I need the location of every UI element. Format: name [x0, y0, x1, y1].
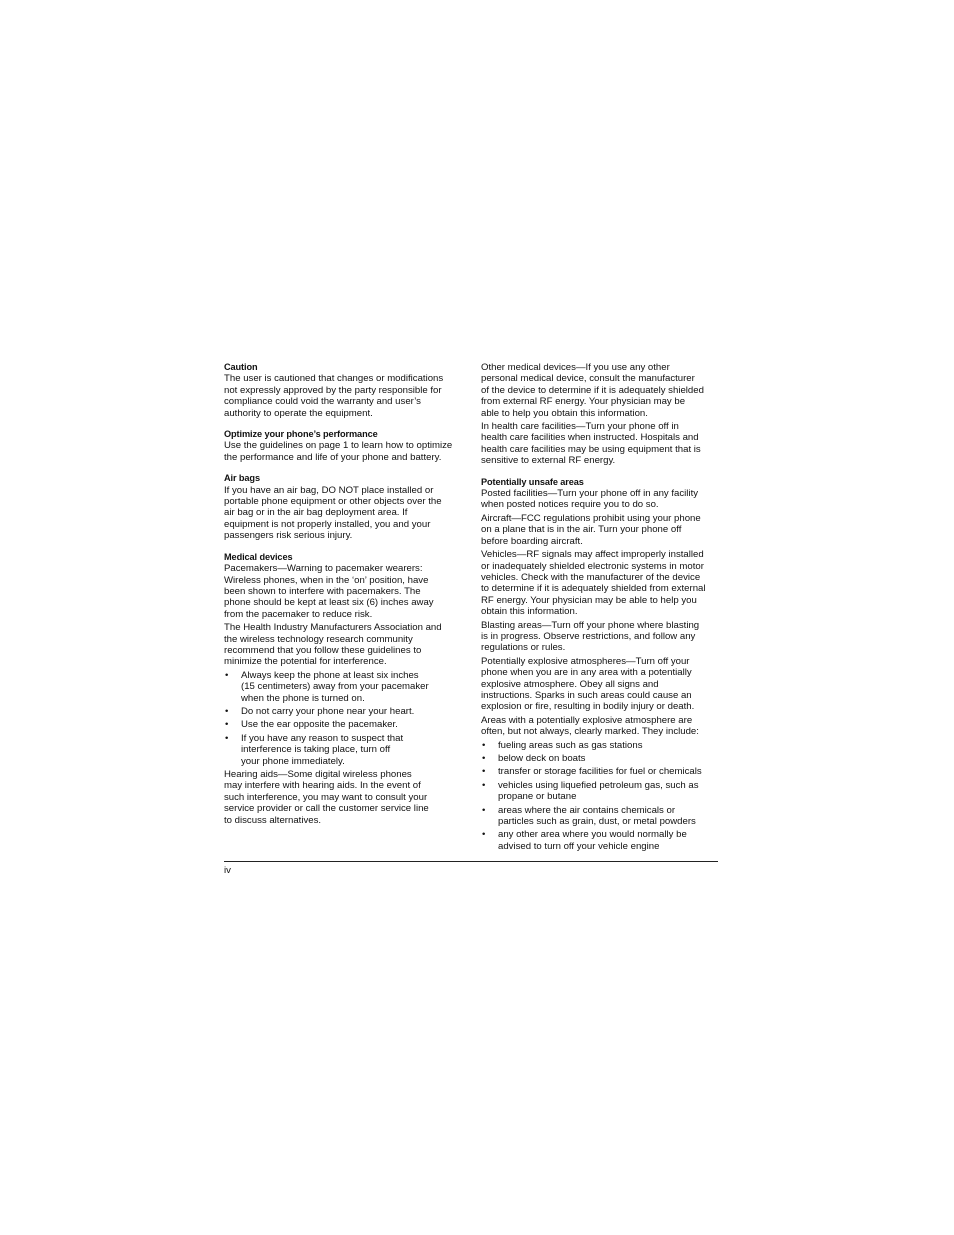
explosive-atmospheres-text: Potentially explosive atmospheres—Turn off your phone when you are in any area with a potentially explosive atmosphere. Obey all signs and instructions. Sparks in such areas could cause an explosion or fire, resulting in bodily injury or death. [481, 655, 695, 713]
explosive-areas-intro: Areas with a potentially explosive atmosphere are often, but not always, clearly marked. They include: [481, 714, 699, 738]
bullet-glyph: • [482, 753, 486, 764]
other-medical-text: Other medical devices—If you use any other personal medical device, consult the manufacturer of the device to determine if it is adequately shielded from external RF energy. Your physician may be able to help you obtain this information. [481, 362, 704, 419]
bullet-glyph: • [225, 705, 229, 717]
bullet-glyph: • [482, 779, 486, 791]
unsafe-areas-heading: Potentially unsafe areas [481, 476, 584, 487]
list-item-text: fueling areas such as gas stations [498, 739, 643, 751]
bullet-glyph: • [225, 732, 229, 744]
list-item-text: Always keep the phone at least six inches (15 centimeters) away from your pacemaker when the phone is turned on. [241, 669, 429, 704]
list-item [481, 829, 719, 852]
list-item-text: Do not carry your phone near your heart. [241, 705, 415, 717]
list-item [224, 706, 460, 717]
air-bags-heading: Air bags [224, 473, 260, 484]
vehicles-text: Vehicles—RF signals may affect improperly installed or inadequately shielded electronic systems in motor vehicles. Check with the manufacturer of the device to determine if it is adequately shielded from external RF energy. Your physician may be able to help you obtain this information. [481, 549, 706, 618]
posted-facilities-text: Posted facilities—Turn your phone off in any facility when posted notices require you to do so. [481, 488, 699, 511]
aircraft-text: Aircraft—FCC regulations prohibit using your phone on a plane that is in the air. Turn your phone off before boarding aircraft. [481, 512, 701, 547]
medical-devices-heading: Medical devices [224, 551, 293, 562]
bullet-glyph: • [482, 804, 486, 816]
footer-divider [224, 861, 718, 862]
page-number: iv [224, 865, 231, 876]
list-item-text: If you have any reason to suspect that interference is taking place, turn off your phone immediately. [241, 732, 404, 767]
hearing-aids-text: Hearing aids—Some digital wireless phones may interfere with hearing aids. In the event of such interference, you may want to consult your service provider or call the customer service line to discuss alternatives. [224, 769, 429, 826]
list-item-text: transfer or storage facilities for fuel or chemicals [498, 766, 702, 778]
pacemaker-bullet-list [224, 670, 460, 767]
medical-devices-section [224, 552, 460, 826]
optimize-text: Use the guidelines on page 1 to learn how to optimize the performance and life of your phone and battery. [224, 440, 453, 463]
optimize-section [224, 429, 460, 463]
list-item-text: any other area where you would normally be advised to turn off your vehicle engine [498, 829, 687, 852]
bullet-glyph: • [482, 766, 486, 778]
list-item-text: Use the ear opposite the pacemaker. [241, 719, 398, 731]
caution-text: The user is cautioned that changes or modifications not expressly approved by the party responsible for compliance could void the warranty and user’s authority to operate the equipment. [224, 373, 444, 419]
right-column [481, 362, 719, 862]
list-item [224, 733, 460, 767]
explosive-areas-bullet-list [481, 740, 719, 853]
hima-text: The Health Industry Manufacturers Association and the wireless technology research community recommend that you follow these guidelines to minimize the potential for interference. [224, 622, 442, 668]
air-bags-section [224, 473, 460, 541]
bullet-glyph: • [225, 669, 229, 681]
list-item [224, 670, 460, 704]
bullet-glyph: • [225, 719, 229, 731]
unsafe-areas-section [481, 477, 719, 853]
blasting-areas-text: Blasting areas—Turn off your phone where blasting is in progress. Observe restrictions, and follow any regulations or rules. [481, 619, 700, 654]
health-care-section [481, 421, 719, 467]
pacemakers-text: Pacemakers—Warning to pacemaker wearers: Wireless phones, when in the ‘on’ position, have been shown to interfere with pacemakers. The phone should be kept at least six (6) inches away from the pacemaker to reduce risk. [224, 563, 434, 620]
list-item-text: areas where the air contains chemicals or particles such as grain, dust, or metal powders [498, 804, 696, 828]
list-item-text: vehicles using liquefied petroleum gas, such as propane or butane [498, 779, 699, 803]
list-item [481, 780, 719, 803]
bullet-glyph: • [482, 829, 486, 841]
bullet-glyph: • [482, 739, 486, 751]
list-item [481, 805, 719, 828]
list-item [224, 719, 460, 730]
caution-heading: Caution [224, 362, 258, 372]
list-item-text: below deck on boats [498, 753, 586, 764]
optimize-heading: Optimize your phone’s performance [224, 429, 378, 440]
list-item [481, 740, 719, 751]
caution-section [224, 362, 460, 419]
air-bags-text: If you have an air bag, DO NOT place installed or portable phone equipment or other objects over the air bag or in the air bag deployment area. If equipment is not properly installed, you and your passengers risk serious injury. [224, 484, 442, 542]
left-column [224, 362, 460, 836]
health-care-text: In health care facilities—Turn your phone off in health care facilities when instructed. Hospitals and health care facilities may be using equipment that is sensitive to external RF energy. [481, 421, 701, 467]
list-item [481, 766, 719, 777]
list-item [481, 753, 719, 764]
